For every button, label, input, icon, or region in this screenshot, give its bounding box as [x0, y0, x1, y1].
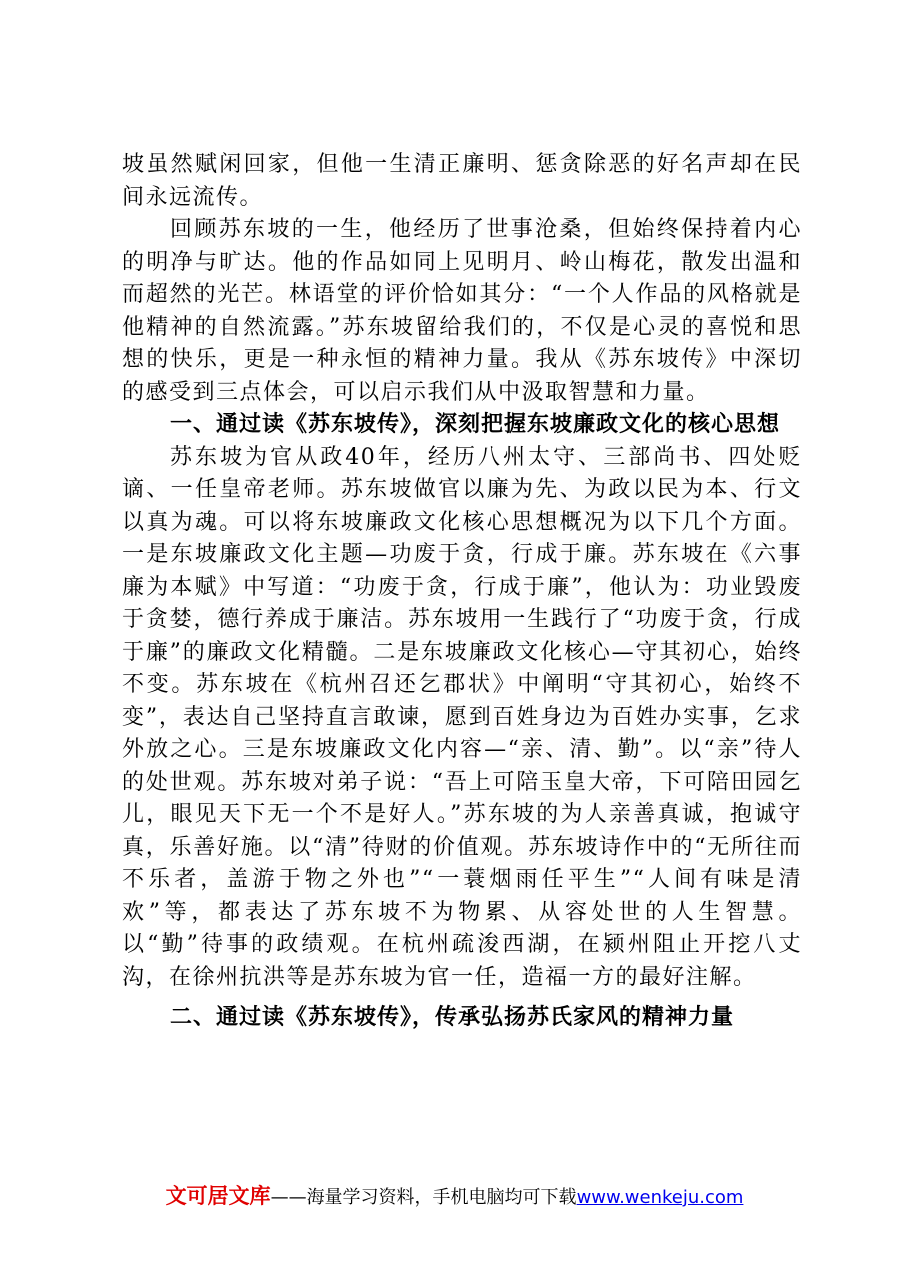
document-body [122, 149, 802, 1035]
paragraph-review: 回顾苏东坡的一生，他经历了世事沧桑，但始终保持着内心的明净与旷达。他的作品如同上见明月、岭山梅花，散发出温和而超然的光芒。林语堂的评价恰如其分：“一个人作品的风格就是他精神的自然流露。”苏东坡留给我们的，不仅是心灵的喜悦和思想的快乐，更是一种永恒的精神力量。我从《苏东坡传》中深切的感受到三点体会，可以启示我们从中汲取智慧和力量。 [122, 217, 802, 405]
section-body-1: 苏东坡为官从政40年，经历八州太守、三部尚书、四处贬谪、一任皇帝老师。苏东坡做官以廉为先、为政以民为本、行文以真为魂。可以将东坡廉政文化核心思想概况为以下几个方面。一是东坡廉政文化主题—功废于贪，行成于廉。苏东坡在《六事廉为本赋》中写道：“功废于贪，行成于廉”，他认为：功业毁废于贪婪，德行养成于廉洁。苏东坡用一生践行了“功废于贪，行成于廉”的廉政文化精髓。二是东坡廉政文化核心—守其初心，始终不变。苏东坡在《杭州召还乞郡状》中阐明“守其初心，始终不变”，表达自己坚持直言敢谏，愿到百姓身边为百姓办实事，乞求外放之心。三是东坡廉政文化内容—“亲、清、勤”。以“亲”待人的处世观。苏东坡对弟子说：“吾上可陪玉皇大帝，下可陪田园乞儿，眼见天下无一个不是好人。”苏东坡的为人亲善真诚，抱诚守真，乐善好施。以“清”待财的价值观。苏东坡诗作中的“无所往而不乐者，盖游于物之外也”“一蓑烟雨任平生”“人间有味是清欢”等，都表达了苏东坡不为物累、从容处世的人生智慧。以“勤”待事的政绩观。在杭州疏浚西湖，在颍州阻止开挖八丈沟，在徐州抗洪等是苏东坡为官一任，造福一方的最好注解。 [122, 444, 802, 990]
footer-brand: 文可居文库 [165, 1184, 271, 1208]
section-heading-1: 一、通过读《苏东坡传》，深刻把握东坡廉政文化的核心思想 [170, 412, 781, 437]
paragraph-continuation: 坡虽然赋闲回家，但他一生清正廉明、惩贪除恶的好名声却在民间永远流传。 [122, 152, 802, 210]
page-footer [0, 1182, 909, 1212]
footer-website-link[interactable]: www.wenkeju.com [576, 1187, 744, 1208]
footer-tagline: ——海量学习资料，手机电脑均可下载 [270, 1187, 577, 1208]
section-heading-2: 二、通过读《苏东坡传》，传承弘扬苏氏家风的精神力量 [170, 1005, 735, 1030]
